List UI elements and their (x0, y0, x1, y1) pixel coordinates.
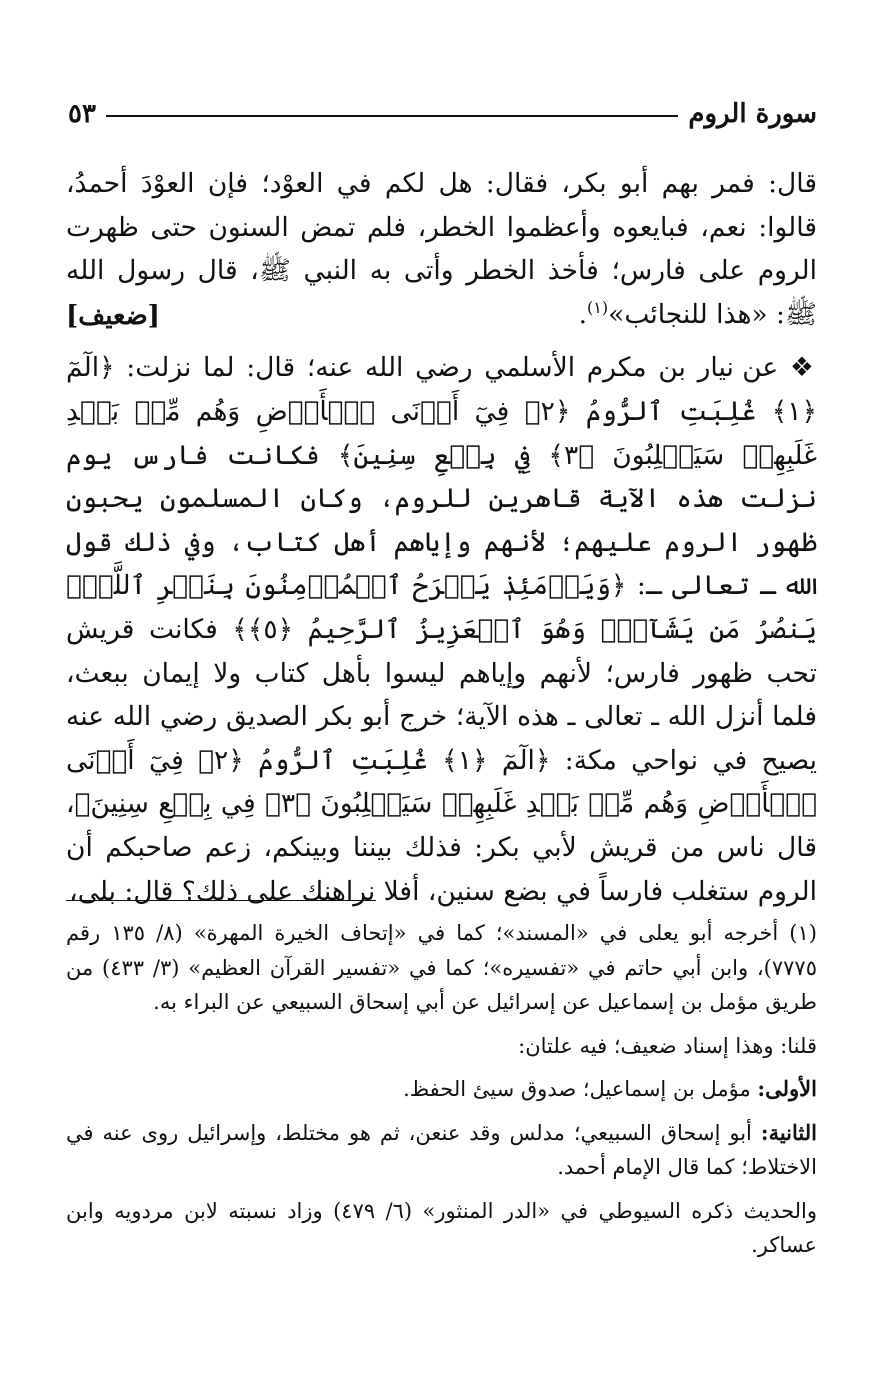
footnote-ref-1: (١) (587, 297, 609, 317)
footnote-last: والحديث ذكره السيوطي في «الدر المنثور» (٦/ ٤٧٩) وزاد نسبته لابن مردويه وابن عساكر. (66, 1198, 817, 1257)
second-defect-label: الثانية: (760, 1119, 817, 1145)
hadith-grade: [ضعيف] (66, 300, 160, 331)
chapter-title: سورة الروم (688, 99, 817, 129)
footnote-1: (١) أخرجه أبو يعلى في «المسند»؛ كما في «إتحاف الخيرة المهرة» (٨/ ١٣٥ رقم ٧٧٧٥)، وابن أبي حاتم في «تفسيره»؛ كما في «تفسير القرآن العظيم» (٣/ ٤٣٣) من طريق مؤمل بن إسماعيل عن إسرائيل عن أبي إسحاق السبيعي عن البراء به. (66, 921, 817, 1014)
paragraph-2 (66, 346, 817, 913)
first-defect-label: الأولى: (757, 1076, 817, 1101)
main-text (66, 162, 817, 913)
running-header (68, 92, 817, 136)
header-rule (106, 115, 678, 117)
footnote-first-defect (66, 1072, 817, 1107)
footnote-separator (66, 900, 376, 901)
footnote-second-defect (66, 1116, 817, 1185)
paragraph-2-text: عن نيار بن مكرم الأسلمي رضي الله عنه؛ قال: لما نزلت: ﴿الٓمٓ ﴿١﴾ غُلِبَتِ ٱلرُّومُ ﴿٢﴾ فِيٓ أَدۡنَى ٱلۡأَرۡضِ وَهُم مِّنۢ بَعۡدِ غَلَبِهِمۡ سَيَغۡلِبُونَ ﴿٣﴾ فِي بِضۡعِ سِنِينَ﴾ فكانت فارس يوم نزلت هذه الآية قاهرين للروم، وكان المسلمون يحبون ظهور الروم عليهم؛ لأنهم وإياهم أهل كتاب، وفي ذلك قول الله ـ تعالى ـ: ﴿وَيَوۡمَئِذٖ يَفۡرَحُ ٱلۡمُؤۡمِنُونَ بِنَصۡرِ ٱللَّهِۚ يَنصُرُ مَن يَشَآءُۖ وَهُوَ ٱلۡعَزِيزُ ٱلرَّحِيمُ ﴿٥﴾﴾ فكانت قريش تحب ظهور فارس؛ لأنهم وإياهم ليسوا بأهل كتاب ولا إيمان ببعث، فلما أنزل الله ـ تعالى ـ هذه الآية؛ خرج أبو بكر الصديق رضي الله عنه يصيح في نواحي مكة: ﴿الٓمٓ ﴿١﴾ غُلِبَتِ ٱلرُّومُ ﴿٢﴾ فِيٓ أَدۡنَى ٱلۡأَرۡضِ وَهُم مِّنۢ بَعۡدِ غَلَبِهِمۡ سَيَغۡلِبُونَ ﴿٣﴾ فِي بِضۡعِ سِنِينَ﴾، قال ناس من قريش لأبي بكر: فذلك بيننا وبينكم، زعم صاحبكم أن الروم ستغلب فارساً في بضع سنين، أفلا نراهنك على ذلك؟ قال: بلى، (66, 352, 817, 907)
second-defect-text: أبو إسحاق السبيعي؛ مدلس وقد عنعن، ثم هو مختلط، وإسرائيل روى عنه في الاختلاط؛ كما قال الإمام أحمد. (66, 1120, 817, 1179)
footnote-note: قلنا: وهذا إسناد ضعيف؛ فيه علتان: (518, 1033, 817, 1058)
first-defect-text: مؤمل بن إسماعيل؛ صدوق سيئ الحفظ. (403, 1077, 751, 1101)
hadith-marker-icon: ❖ (789, 352, 817, 384)
paragraph-1-end: . (578, 298, 588, 330)
paragraph-1-text: قال: فمر بهم أبو بكر، فقال: هل لكم في العوْد؛ فإن العوْدَ أحمدُ، قالوا: نعم، فبايعوه وأعظموا الخطر، فلم تمض السنون حتى ظهرت الروم على فارس؛ فأخذ الخطر وأتى به النبي ﷺ، قال رسول الله ﷺ: «هذا للنجائب» (66, 168, 817, 330)
page-number: ٥٣ (68, 99, 96, 129)
footnotes (66, 916, 817, 1272)
paragraph-1 (66, 162, 817, 336)
